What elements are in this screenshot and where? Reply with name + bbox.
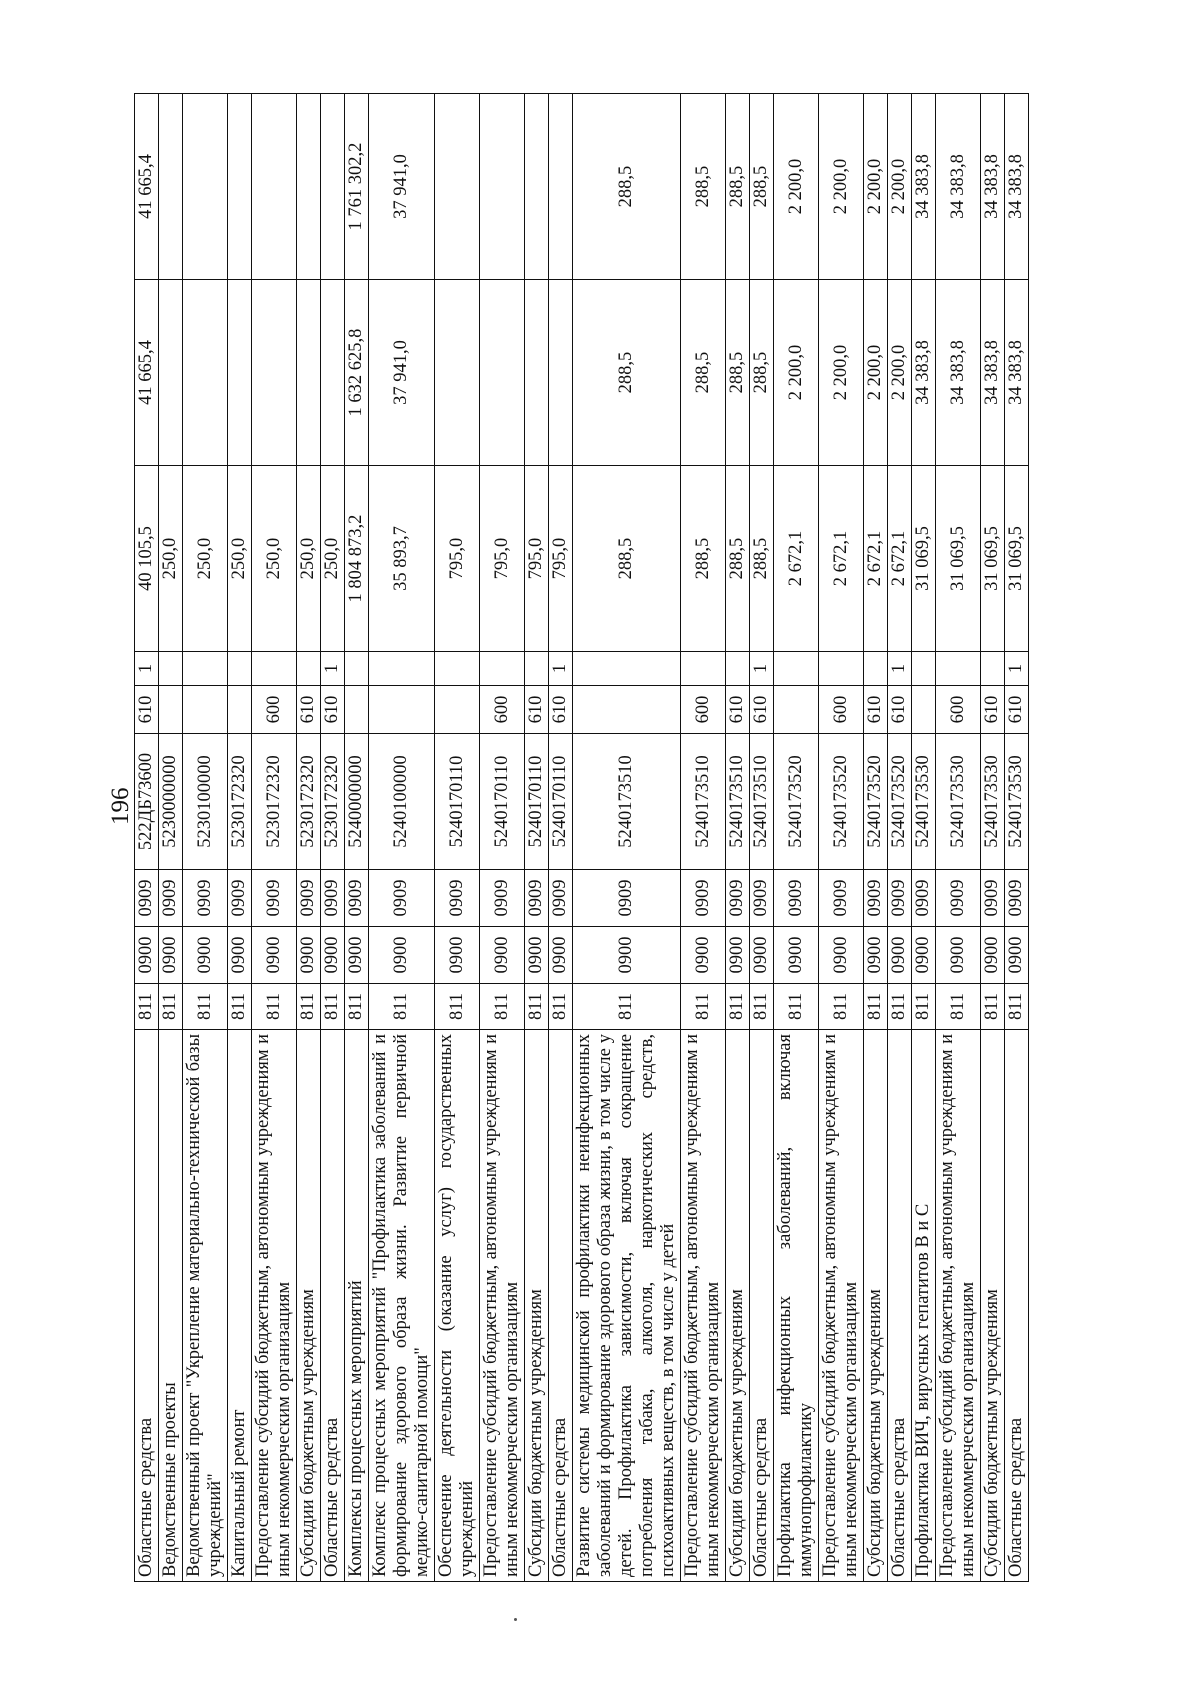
scan-speck (514, 1618, 517, 1621)
funding-source-cell: 1 (888, 652, 912, 686)
table-row (159, 94, 183, 1582)
table-row (252, 94, 297, 1582)
amount-year1-cell: 288,5 (726, 466, 750, 652)
amount-year1-cell: 250,0 (252, 466, 297, 652)
grbs-code-cell: 811 (135, 984, 159, 1030)
section-code-cell: 0900 (135, 927, 159, 984)
funding-source-cell: 1 (549, 652, 573, 686)
expense-type-cell (369, 686, 435, 734)
funding-source-cell (864, 652, 888, 686)
subsection-code-cell: 0909 (774, 870, 819, 927)
amount-year1-cell: 35 893,7 (369, 466, 435, 652)
amount-year1-cell: 31 069,5 (1005, 466, 1029, 652)
amount-year3-cell (549, 94, 573, 280)
table-row (864, 94, 888, 1582)
expense-type-cell: 610 (864, 686, 888, 734)
table-row (183, 94, 228, 1582)
amount-year3-cell (183, 94, 228, 280)
subsection-code-cell: 0909 (345, 870, 369, 927)
section-code-cell: 0900 (912, 927, 936, 984)
table-row (888, 94, 912, 1582)
section-code-cell: 0900 (750, 927, 774, 984)
amount-year2-cell (435, 280, 480, 466)
section-code-cell: 0900 (183, 927, 228, 984)
expense-type-cell: 600 (936, 686, 981, 734)
amount-year1-cell: 250,0 (297, 466, 321, 652)
row-name-cell: Ведомственные проекты (159, 1030, 183, 1582)
grbs-code-cell: 811 (1005, 984, 1029, 1030)
funding-source-cell (297, 652, 321, 686)
table-row (681, 94, 726, 1582)
section-code-cell: 0900 (1005, 927, 1029, 984)
amount-year3-cell: 34 383,8 (1005, 94, 1029, 280)
row-name-cell: Областные средства (888, 1030, 912, 1582)
amount-year2-cell: 1 632 625,8 (345, 280, 369, 466)
grbs-code-cell: 811 (549, 984, 573, 1030)
amount-year3-cell: 41 665,4 (135, 94, 159, 280)
amount-year1-cell: 2 672,1 (774, 466, 819, 652)
amount-year2-cell (228, 280, 252, 466)
subsection-code-cell: 0909 (480, 870, 525, 927)
amount-year3-cell (252, 94, 297, 280)
target-article-cell: 5240173510 (681, 734, 726, 870)
amount-year2-cell: 2 200,0 (888, 280, 912, 466)
section-code-cell: 0900 (321, 927, 345, 984)
amount-year3-cell: 34 383,8 (912, 94, 936, 280)
amount-year1-cell: 31 069,5 (912, 466, 936, 652)
subsection-code-cell: 0909 (573, 870, 681, 927)
row-name-cell: Предоставление субсидий бюджетным, автономным учреждениям и иным некоммерческим организациям (681, 1030, 726, 1582)
section-code-cell: 0900 (573, 927, 681, 984)
table-row (525, 94, 549, 1582)
grbs-code-cell: 811 (252, 984, 297, 1030)
row-name-cell: Областные средства (1005, 1030, 1029, 1582)
amount-year3-cell: 2 200,0 (819, 94, 864, 280)
expense-type-cell: 610 (750, 686, 774, 734)
amount-year2-cell: 288,5 (726, 280, 750, 466)
amount-year3-cell: 34 383,8 (981, 94, 1005, 280)
amount-year3-cell (525, 94, 549, 280)
subsection-code-cell: 0909 (435, 870, 480, 927)
amount-year2-cell: 34 383,8 (981, 280, 1005, 466)
expense-type-cell (159, 686, 183, 734)
section-code-cell: 0900 (435, 927, 480, 984)
expense-type-cell: 610 (321, 686, 345, 734)
grbs-code-cell: 811 (480, 984, 525, 1030)
row-name-cell: Областные средства (549, 1030, 573, 1582)
expense-type-cell: 610 (549, 686, 573, 734)
section-code-cell: 0900 (297, 927, 321, 984)
section-code-cell: 0900 (228, 927, 252, 984)
amount-year3-cell: 37 941,0 (369, 94, 435, 280)
amount-year1-cell: 2 672,1 (888, 466, 912, 652)
grbs-code-cell: 811 (321, 984, 345, 1030)
target-article-cell: 5240170110 (480, 734, 525, 870)
amount-year1-cell: 250,0 (321, 466, 345, 652)
amount-year1-cell: 795,0 (549, 466, 573, 652)
table-row (480, 94, 525, 1582)
amount-year3-cell: 34 383,8 (936, 94, 981, 280)
subsection-code-cell: 0909 (936, 870, 981, 927)
expense-type-cell (228, 686, 252, 734)
grbs-code-cell: 811 (183, 984, 228, 1030)
amount-year3-cell: 288,5 (573, 94, 681, 280)
funding-source-cell (573, 652, 681, 686)
table-row (297, 94, 321, 1582)
table-row (774, 94, 819, 1582)
amount-year3-cell (228, 94, 252, 280)
amount-year1-cell: 288,5 (750, 466, 774, 652)
grbs-code-cell: 811 (864, 984, 888, 1030)
amount-year1-cell: 31 069,5 (936, 466, 981, 652)
expense-type-cell: 610 (726, 686, 750, 734)
table-row (1005, 94, 1029, 1582)
amount-year2-cell (525, 280, 549, 466)
amount-year2-cell: 34 383,8 (936, 280, 981, 466)
funding-source-cell: 1 (135, 652, 159, 686)
amount-year3-cell (321, 94, 345, 280)
funding-source-cell (345, 652, 369, 686)
target-article-cell: 5240170110 (549, 734, 573, 870)
amount-year3-cell: 2 200,0 (888, 94, 912, 280)
table-row (750, 94, 774, 1582)
section-code-cell: 0900 (345, 927, 369, 984)
funding-source-cell (774, 652, 819, 686)
target-article-cell: 5240173520 (888, 734, 912, 870)
expense-type-cell: 610 (135, 686, 159, 734)
row-name-cell: Профилактика ВИЧ, вирусных гепатитов В и С (912, 1030, 936, 1582)
target-article-cell: 5240173520 (774, 734, 819, 870)
expense-type-cell: 600 (681, 686, 726, 734)
grbs-code-cell: 811 (228, 984, 252, 1030)
amount-year2-cell (480, 280, 525, 466)
expense-type-cell: 610 (525, 686, 549, 734)
funding-source-cell (981, 652, 1005, 686)
expense-type-cell: 610 (1005, 686, 1029, 734)
amount-year3-cell: 288,5 (726, 94, 750, 280)
target-article-cell: 522ДБ73600 (135, 734, 159, 870)
grbs-code-cell: 811 (159, 984, 183, 1030)
expense-type-cell: 610 (888, 686, 912, 734)
target-article-cell: 5240173510 (726, 734, 750, 870)
target-article-cell: 5240173510 (573, 734, 681, 870)
row-name-cell: Областные средства (750, 1030, 774, 1582)
subsection-code-cell: 0909 (912, 870, 936, 927)
target-article-cell: 5240173530 (981, 734, 1005, 870)
amount-year2-cell: 34 383,8 (1005, 280, 1029, 466)
table-row (435, 94, 480, 1582)
amount-year2-cell: 34 383,8 (912, 280, 936, 466)
amount-year1-cell: 40 105,5 (135, 466, 159, 652)
subsection-code-cell: 0909 (981, 870, 1005, 927)
amount-year1-cell: 250,0 (183, 466, 228, 652)
amount-year2-cell: 41 665,4 (135, 280, 159, 466)
target-article-cell: 5230100000 (183, 734, 228, 870)
table-row (228, 94, 252, 1582)
table-row (981, 94, 1005, 1582)
row-name-cell: Комплекс процессных мероприятий "Профилактика заболеваний и формирование здорового образа жизни. Развитие первичной медико-санитарной помощи" (369, 1030, 435, 1582)
target-article-cell: 5240170110 (435, 734, 480, 870)
target-article-cell: 5230000000 (159, 734, 183, 870)
amount-year1-cell: 2 672,1 (864, 466, 888, 652)
subsection-code-cell: 0909 (135, 870, 159, 927)
grbs-code-cell: 811 (573, 984, 681, 1030)
table-row (345, 94, 369, 1582)
grbs-code-cell: 811 (297, 984, 321, 1030)
subsection-code-cell: 0909 (369, 870, 435, 927)
amount-year1-cell: 250,0 (159, 466, 183, 652)
target-article-cell: 5240173530 (912, 734, 936, 870)
row-name-cell: Ведомственный проект "Укрепление материально-технической базы учреждений" (183, 1030, 228, 1582)
funding-source-cell (369, 652, 435, 686)
expense-type-cell: 600 (252, 686, 297, 734)
funding-source-cell (525, 652, 549, 686)
grbs-code-cell: 811 (681, 984, 726, 1030)
target-article-cell: 5230172320 (321, 734, 345, 870)
subsection-code-cell: 0909 (183, 870, 228, 927)
funding-source-cell (681, 652, 726, 686)
row-name-cell: Областные средства (321, 1030, 345, 1582)
table-body (135, 94, 1029, 1582)
section-code-cell: 0900 (480, 927, 525, 984)
grbs-code-cell: 811 (819, 984, 864, 1030)
amount-year1-cell: 1 804 873,2 (345, 466, 369, 652)
grbs-code-cell: 811 (912, 984, 936, 1030)
section-code-cell: 0900 (726, 927, 750, 984)
amount-year1-cell: 2 672,1 (819, 466, 864, 652)
amount-year2-cell (183, 280, 228, 466)
amount-year1-cell: 288,5 (573, 466, 681, 652)
row-name-cell: Предоставление субсидий бюджетным, автономным учреждениям и иным некоммерческим организациям (252, 1030, 297, 1582)
amount-year2-cell (297, 280, 321, 466)
funding-source-cell (159, 652, 183, 686)
funding-source-cell: 1 (321, 652, 345, 686)
funding-source-cell: 1 (1005, 652, 1029, 686)
row-name-cell: Субсидии бюджетным учреждениям (726, 1030, 750, 1582)
target-article-cell: 5240100000 (369, 734, 435, 870)
funding-source-cell: 1 (750, 652, 774, 686)
amount-year2-cell: 2 200,0 (774, 280, 819, 466)
budget-table (134, 93, 1029, 1582)
subsection-code-cell: 0909 (681, 870, 726, 927)
grbs-code-cell: 811 (369, 984, 435, 1030)
grbs-code-cell: 811 (525, 984, 549, 1030)
table-row (726, 94, 750, 1582)
row-name-cell: Субсидии бюджетным учреждениям (864, 1030, 888, 1582)
table-row (936, 94, 981, 1582)
amount-year2-cell: 288,5 (681, 280, 726, 466)
section-code-cell: 0900 (981, 927, 1005, 984)
budget-table-rotated (134, 98, 1029, 1582)
funding-source-cell (819, 652, 864, 686)
amount-year1-cell: 288,5 (681, 466, 726, 652)
target-article-cell: 5240173510 (750, 734, 774, 870)
grbs-code-cell: 811 (888, 984, 912, 1030)
subsection-code-cell: 0909 (888, 870, 912, 927)
subsection-code-cell: 0909 (750, 870, 774, 927)
amount-year1-cell: 795,0 (525, 466, 549, 652)
section-code-cell: 0900 (525, 927, 549, 984)
target-article-cell: 5240170110 (525, 734, 549, 870)
expense-type-cell (345, 686, 369, 734)
grbs-code-cell: 811 (774, 984, 819, 1030)
subsection-code-cell: 0909 (549, 870, 573, 927)
section-code-cell: 0900 (864, 927, 888, 984)
funding-source-cell (912, 652, 936, 686)
row-name-cell: Предоставление субсидий бюджетным, автономным учреждениям и иным некоммерческим организациям (819, 1030, 864, 1582)
table-row (912, 94, 936, 1582)
table-row (369, 94, 435, 1582)
subsection-code-cell: 0909 (321, 870, 345, 927)
amount-year3-cell (159, 94, 183, 280)
subsection-code-cell: 0909 (726, 870, 750, 927)
section-code-cell: 0900 (252, 927, 297, 984)
subsection-code-cell: 0909 (159, 870, 183, 927)
expense-type-cell: 600 (480, 686, 525, 734)
subsection-code-cell: 0909 (252, 870, 297, 927)
row-name-cell: Предоставление субсидий бюджетным, автономным учреждениям и иным некоммерческим организациям (480, 1030, 525, 1582)
target-article-cell: 5240173520 (819, 734, 864, 870)
row-name-cell: Капитальный ремонт (228, 1030, 252, 1582)
expense-type-cell: 610 (297, 686, 321, 734)
row-name-cell: Субсидии бюджетным учреждениям (297, 1030, 321, 1582)
section-code-cell: 0900 (681, 927, 726, 984)
funding-source-cell (435, 652, 480, 686)
amount-year3-cell (297, 94, 321, 280)
section-code-cell: 0900 (774, 927, 819, 984)
row-name-cell: Обеспечение деятельности (оказание услуг) государственных учреждений (435, 1030, 480, 1582)
page-number: 196 (107, 787, 134, 825)
expense-type-cell (435, 686, 480, 734)
subsection-code-cell: 0909 (864, 870, 888, 927)
table-row (819, 94, 864, 1582)
section-code-cell: 0900 (369, 927, 435, 984)
expense-type-cell (774, 686, 819, 734)
amount-year1-cell: 795,0 (435, 466, 480, 652)
amount-year2-cell: 288,5 (750, 280, 774, 466)
amount-year2-cell (549, 280, 573, 466)
amount-year2-cell: 2 200,0 (864, 280, 888, 466)
amount-year3-cell (435, 94, 480, 280)
row-name-cell: Субсидии бюджетным учреждениям (981, 1030, 1005, 1582)
subsection-code-cell: 0909 (1005, 870, 1029, 927)
row-name-cell: Субсидии бюджетным учреждениям (525, 1030, 549, 1582)
amount-year3-cell: 288,5 (681, 94, 726, 280)
funding-source-cell (936, 652, 981, 686)
funding-source-cell (252, 652, 297, 686)
amount-year2-cell (252, 280, 297, 466)
expense-type-cell: 610 (981, 686, 1005, 734)
section-code-cell: 0900 (888, 927, 912, 984)
subsection-code-cell: 0909 (297, 870, 321, 927)
section-code-cell: 0900 (549, 927, 573, 984)
target-article-cell: 5240000000 (345, 734, 369, 870)
amount-year1-cell: 795,0 (480, 466, 525, 652)
amount-year3-cell: 1 761 302,2 (345, 94, 369, 280)
grbs-code-cell: 811 (750, 984, 774, 1030)
expense-type-cell: 600 (819, 686, 864, 734)
amount-year2-cell (159, 280, 183, 466)
table-row (321, 94, 345, 1582)
target-article-cell: 5230172320 (252, 734, 297, 870)
expense-type-cell (912, 686, 936, 734)
grbs-code-cell: 811 (345, 984, 369, 1030)
row-name-cell: Комплексы процессных мероприятий (345, 1030, 369, 1582)
grbs-code-cell: 811 (435, 984, 480, 1030)
target-article-cell: 5240173530 (936, 734, 981, 870)
amount-year3-cell: 2 200,0 (864, 94, 888, 280)
row-name-cell: Предоставление субсидий бюджетным, автономным учреждениям и иным некоммерческим организациям (936, 1030, 981, 1582)
expense-type-cell (183, 686, 228, 734)
subsection-code-cell: 0909 (525, 870, 549, 927)
funding-source-cell (228, 652, 252, 686)
funding-source-cell (480, 652, 525, 686)
amount-year2-cell: 2 200,0 (819, 280, 864, 466)
table-row (549, 94, 573, 1582)
table-row (573, 94, 681, 1582)
target-article-cell: 5230172320 (297, 734, 321, 870)
amount-year2-cell (321, 280, 345, 466)
amount-year3-cell (480, 94, 525, 280)
amount-year3-cell: 2 200,0 (774, 94, 819, 280)
target-article-cell: 5230172320 (228, 734, 252, 870)
row-name-cell: Профилактика инфекционных заболеваний, включая иммунопрофилактику (774, 1030, 819, 1582)
amount-year3-cell: 288,5 (750, 94, 774, 280)
subsection-code-cell: 0909 (819, 870, 864, 927)
row-name-cell: Областные средства (135, 1030, 159, 1582)
amount-year1-cell: 250,0 (228, 466, 252, 652)
amount-year2-cell: 37 941,0 (369, 280, 435, 466)
section-code-cell: 0900 (159, 927, 183, 984)
grbs-code-cell: 811 (936, 984, 981, 1030)
section-code-cell: 0900 (819, 927, 864, 984)
row-name-cell: Развитие системы медицинской профилактики неинфекционных заболеваний и формирование здорового образа жизни, в том числе у детей. Профилактика зависимости, включая сокращение потребления табака, алкоголя, наркотических средств, психоактивных веществ, в том числе у детей (573, 1030, 681, 1582)
expense-type-cell (573, 686, 681, 734)
amount-year1-cell: 31 069,5 (981, 466, 1005, 652)
target-article-cell: 5240173520 (864, 734, 888, 870)
grbs-code-cell: 811 (981, 984, 1005, 1030)
funding-source-cell (726, 652, 750, 686)
grbs-code-cell: 811 (726, 984, 750, 1030)
funding-source-cell (183, 652, 228, 686)
subsection-code-cell: 0909 (228, 870, 252, 927)
section-code-cell: 0900 (936, 927, 981, 984)
target-article-cell: 5240173530 (1005, 734, 1029, 870)
amount-year2-cell: 288,5 (573, 280, 681, 466)
table-row (135, 94, 159, 1582)
